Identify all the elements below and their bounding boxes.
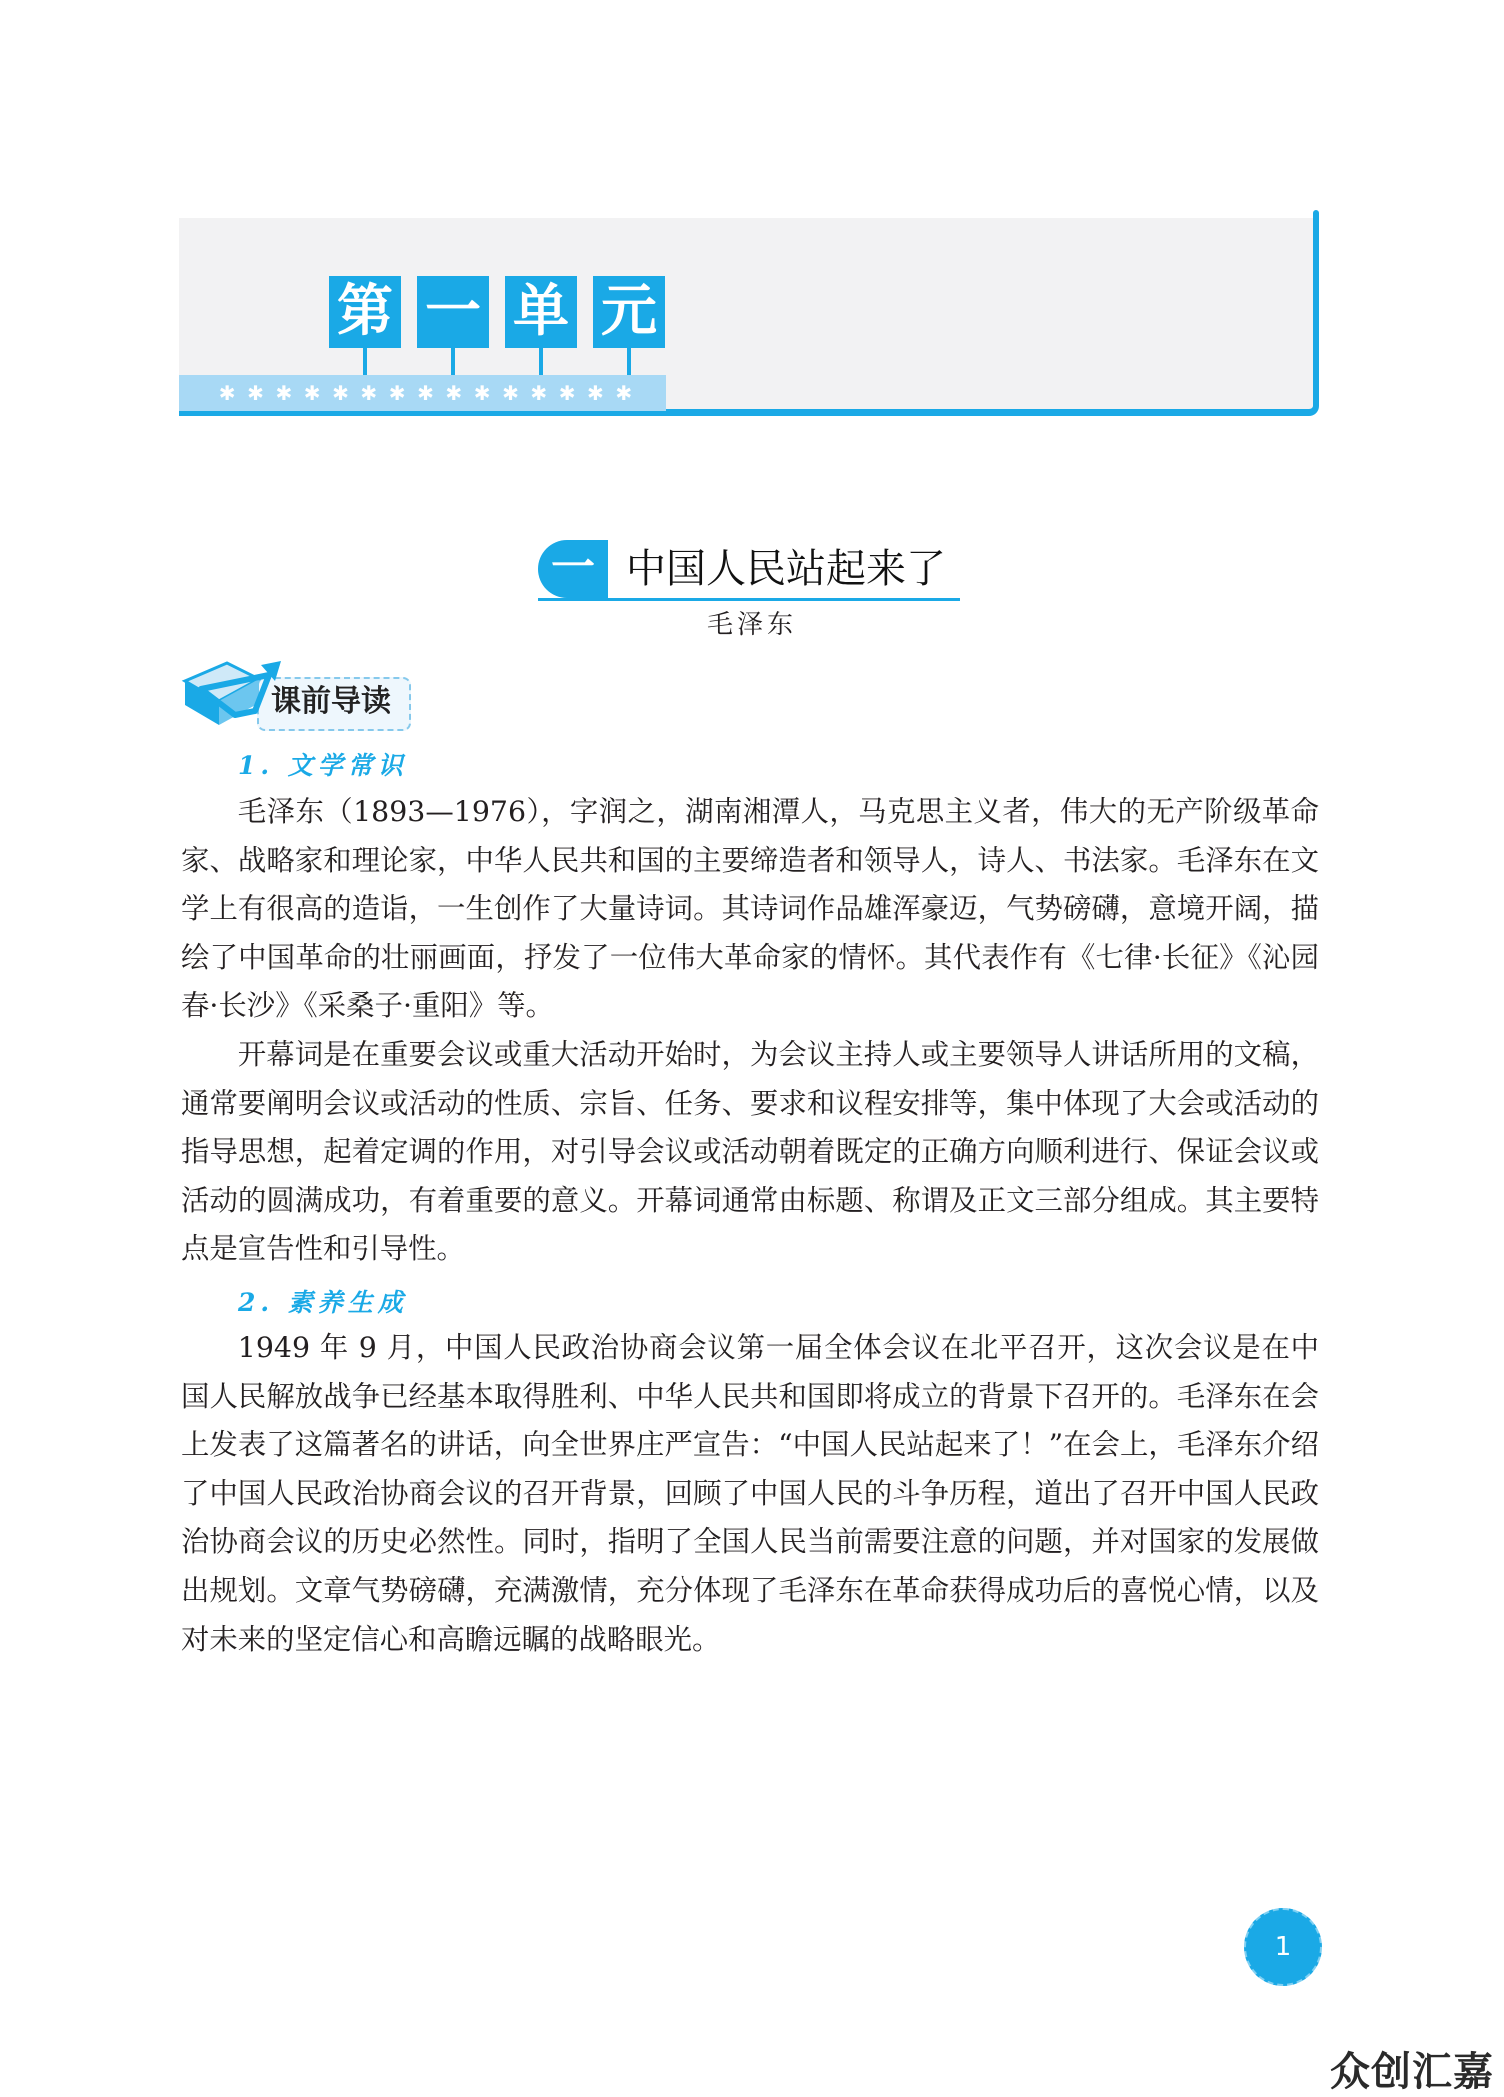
lesson-author: 毛泽东 xyxy=(706,610,797,640)
star-row xyxy=(179,375,666,411)
unit-title xyxy=(329,276,667,376)
star-icon: ✱ xyxy=(417,381,434,405)
unit-star-strip xyxy=(179,375,666,415)
unit-title-char: 第 xyxy=(329,276,401,348)
unit-title-char: 单 xyxy=(505,276,577,348)
lesson-title: 中国人民站起来了 xyxy=(626,546,946,592)
page-number: 1 xyxy=(1244,1908,1322,1986)
paragraph: 1949 年 9 月，中国人民政治协商会议第一届全体会议在北平召开，这次会议是在中国人民解放战争已经基本取得胜利、中华人民共和国即将成立的背景下召开的。毛泽东在会上发表了这篇著名的讲话，向全世界庄严宣告：“中国人民站起来了！”在会上，毛泽东介绍了中国人民政治协商会议的召开背景，回顾了中国人民的斗争历程，道出了召开中国人民政治协商会议的历史必然性。同时，指明了全国人民当前需要注意的问题，并对国家的发展做出规划。文章气势磅礴，充满激情，充分体现了毛泽东在革命获得成功后的喜悦心情，以及对未来的坚定信心和高瞻远瞩的战略眼光。 xyxy=(181,1331,1319,1656)
star-icon: ✱ xyxy=(388,381,406,405)
star-icon: ✱ xyxy=(445,381,463,405)
star-icon: ✱ xyxy=(360,381,378,405)
star-icon: ✱ xyxy=(473,381,491,405)
subsection-heading: 1. 文学常识 xyxy=(238,751,408,780)
section-header xyxy=(181,655,411,731)
star-icon: ✱ xyxy=(558,381,576,405)
watermark: 众创汇嘉 xyxy=(1330,2049,1494,2095)
lesson-title-bar xyxy=(538,540,960,601)
unit-title-char: 一 xyxy=(417,276,489,348)
paragraph: 开幕词是在重要会议或重大活动开始时，为会议主持人或主要领导人讲话所用的文稿，通常要阐明会议或活动的性质、宗旨、任务、要求和议程安排等，集中体现了大会或活动的指导思想，起着定调的作用，对引导会议或活动朝着既定的正确方向顺利进行、保证会议或活动的圆满成功，有着重要的意义。开幕词通常由标题、称谓及正文三部分组成。其主要特点是宣告性和引导性。 xyxy=(181,1038,1319,1266)
star-icon: ✱ xyxy=(332,381,349,405)
star-icon: ✱ xyxy=(247,381,264,405)
lesson-number-badge: 一 xyxy=(538,540,608,598)
star-icon: ✱ xyxy=(275,381,293,405)
star-icon: ✱ xyxy=(615,381,633,405)
section-title: 课前导读 xyxy=(271,684,391,719)
star-icon: ✱ xyxy=(303,381,321,405)
star-icon: ✱ xyxy=(502,381,519,405)
paragraph: 毛泽东（1893—1976），字润之，湖南湘潭人，马克思主义者，伟大的无产阶级革命家、战略家和理论家，中华人民共和国的主要缔造者和领导人，诗人、书法家。毛泽东在文学上有很高的造诣，一生创作了大量诗词。其诗词作品雄浑豪迈，气势磅礴，意境开阔，描绘了中国革命的壮丽画面，抒发了一位伟大革命家的情怀。其代表作有《七律·长征》《沁园春·长沙》《采桑子·重阳》等。 xyxy=(181,795,1319,1023)
star-icon: ✱ xyxy=(218,381,236,405)
star-icon: ✱ xyxy=(530,381,548,405)
unit-title-char: 元 xyxy=(593,276,665,348)
subsection-heading: 2. 素养生成 xyxy=(238,1288,408,1317)
star-icon: ✱ xyxy=(587,381,604,405)
